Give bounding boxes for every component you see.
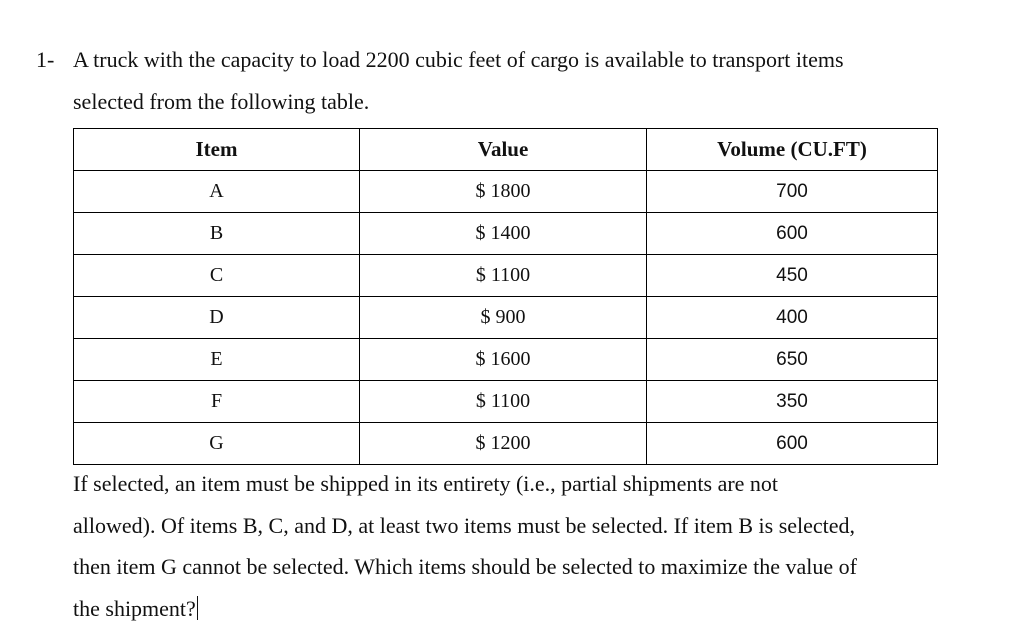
items-table	[73, 128, 938, 465]
item-cell: F	[74, 381, 360, 423]
value-cell: $ 900	[360, 297, 647, 339]
volume-cell: 400	[647, 297, 938, 339]
table-row	[74, 213, 938, 255]
volume-cell: 650	[647, 339, 938, 381]
volume-cell: 700	[647, 171, 938, 213]
value-cell: $ 1400	[360, 213, 647, 255]
question-intro-line-2: selected from the following table.	[73, 89, 370, 114]
question-closing-line-2: allowed). Of items B, C, and D, at least two items must be selected. If item B is selected,	[73, 513, 856, 538]
value-cell: $ 1600	[360, 339, 647, 381]
item-cell: G	[74, 423, 360, 465]
volume-cell: 600	[647, 423, 938, 465]
value-cell: $ 1100	[360, 381, 647, 423]
item-cell: E	[74, 339, 360, 381]
volume-cell: 600	[647, 213, 938, 255]
table-row	[74, 297, 938, 339]
item-cell: B	[74, 213, 360, 255]
header-item: Item	[74, 129, 360, 171]
item-cell: A	[74, 171, 360, 213]
header-value: Value	[360, 129, 647, 171]
value-cell: $ 1100	[360, 255, 647, 297]
value-cell: $ 1800	[360, 171, 647, 213]
question-closing-line-4-text: the shipment?	[73, 596, 196, 621]
question-number: 1-	[36, 47, 55, 72]
volume-cell: 450	[647, 255, 938, 297]
item-cell: D	[74, 297, 360, 339]
table-header-row	[74, 129, 938, 171]
table-row	[74, 381, 938, 423]
volume-cell: 350	[647, 381, 938, 423]
table-row	[74, 423, 938, 465]
table-row	[74, 339, 938, 381]
item-cell: C	[74, 255, 360, 297]
question-closing-line-4[interactable]	[73, 595, 198, 623]
question-closing-line-3: then item G cannot be selected. Which items should be selected to maximize the value of	[73, 554, 858, 579]
table-row	[74, 171, 938, 213]
question-intro-line-1: A truck with the capacity to load 2200 cubic feet of cargo is available to transport items	[73, 47, 844, 72]
value-cell: $ 1200	[360, 423, 647, 465]
question-closing-line-1: If selected, an item must be shipped in its entirety (i.e., partial shipments are not	[73, 471, 779, 496]
header-volume: Volume (CU.FT)	[647, 129, 938, 171]
table-row	[74, 255, 938, 297]
text-cursor	[197, 596, 198, 620]
